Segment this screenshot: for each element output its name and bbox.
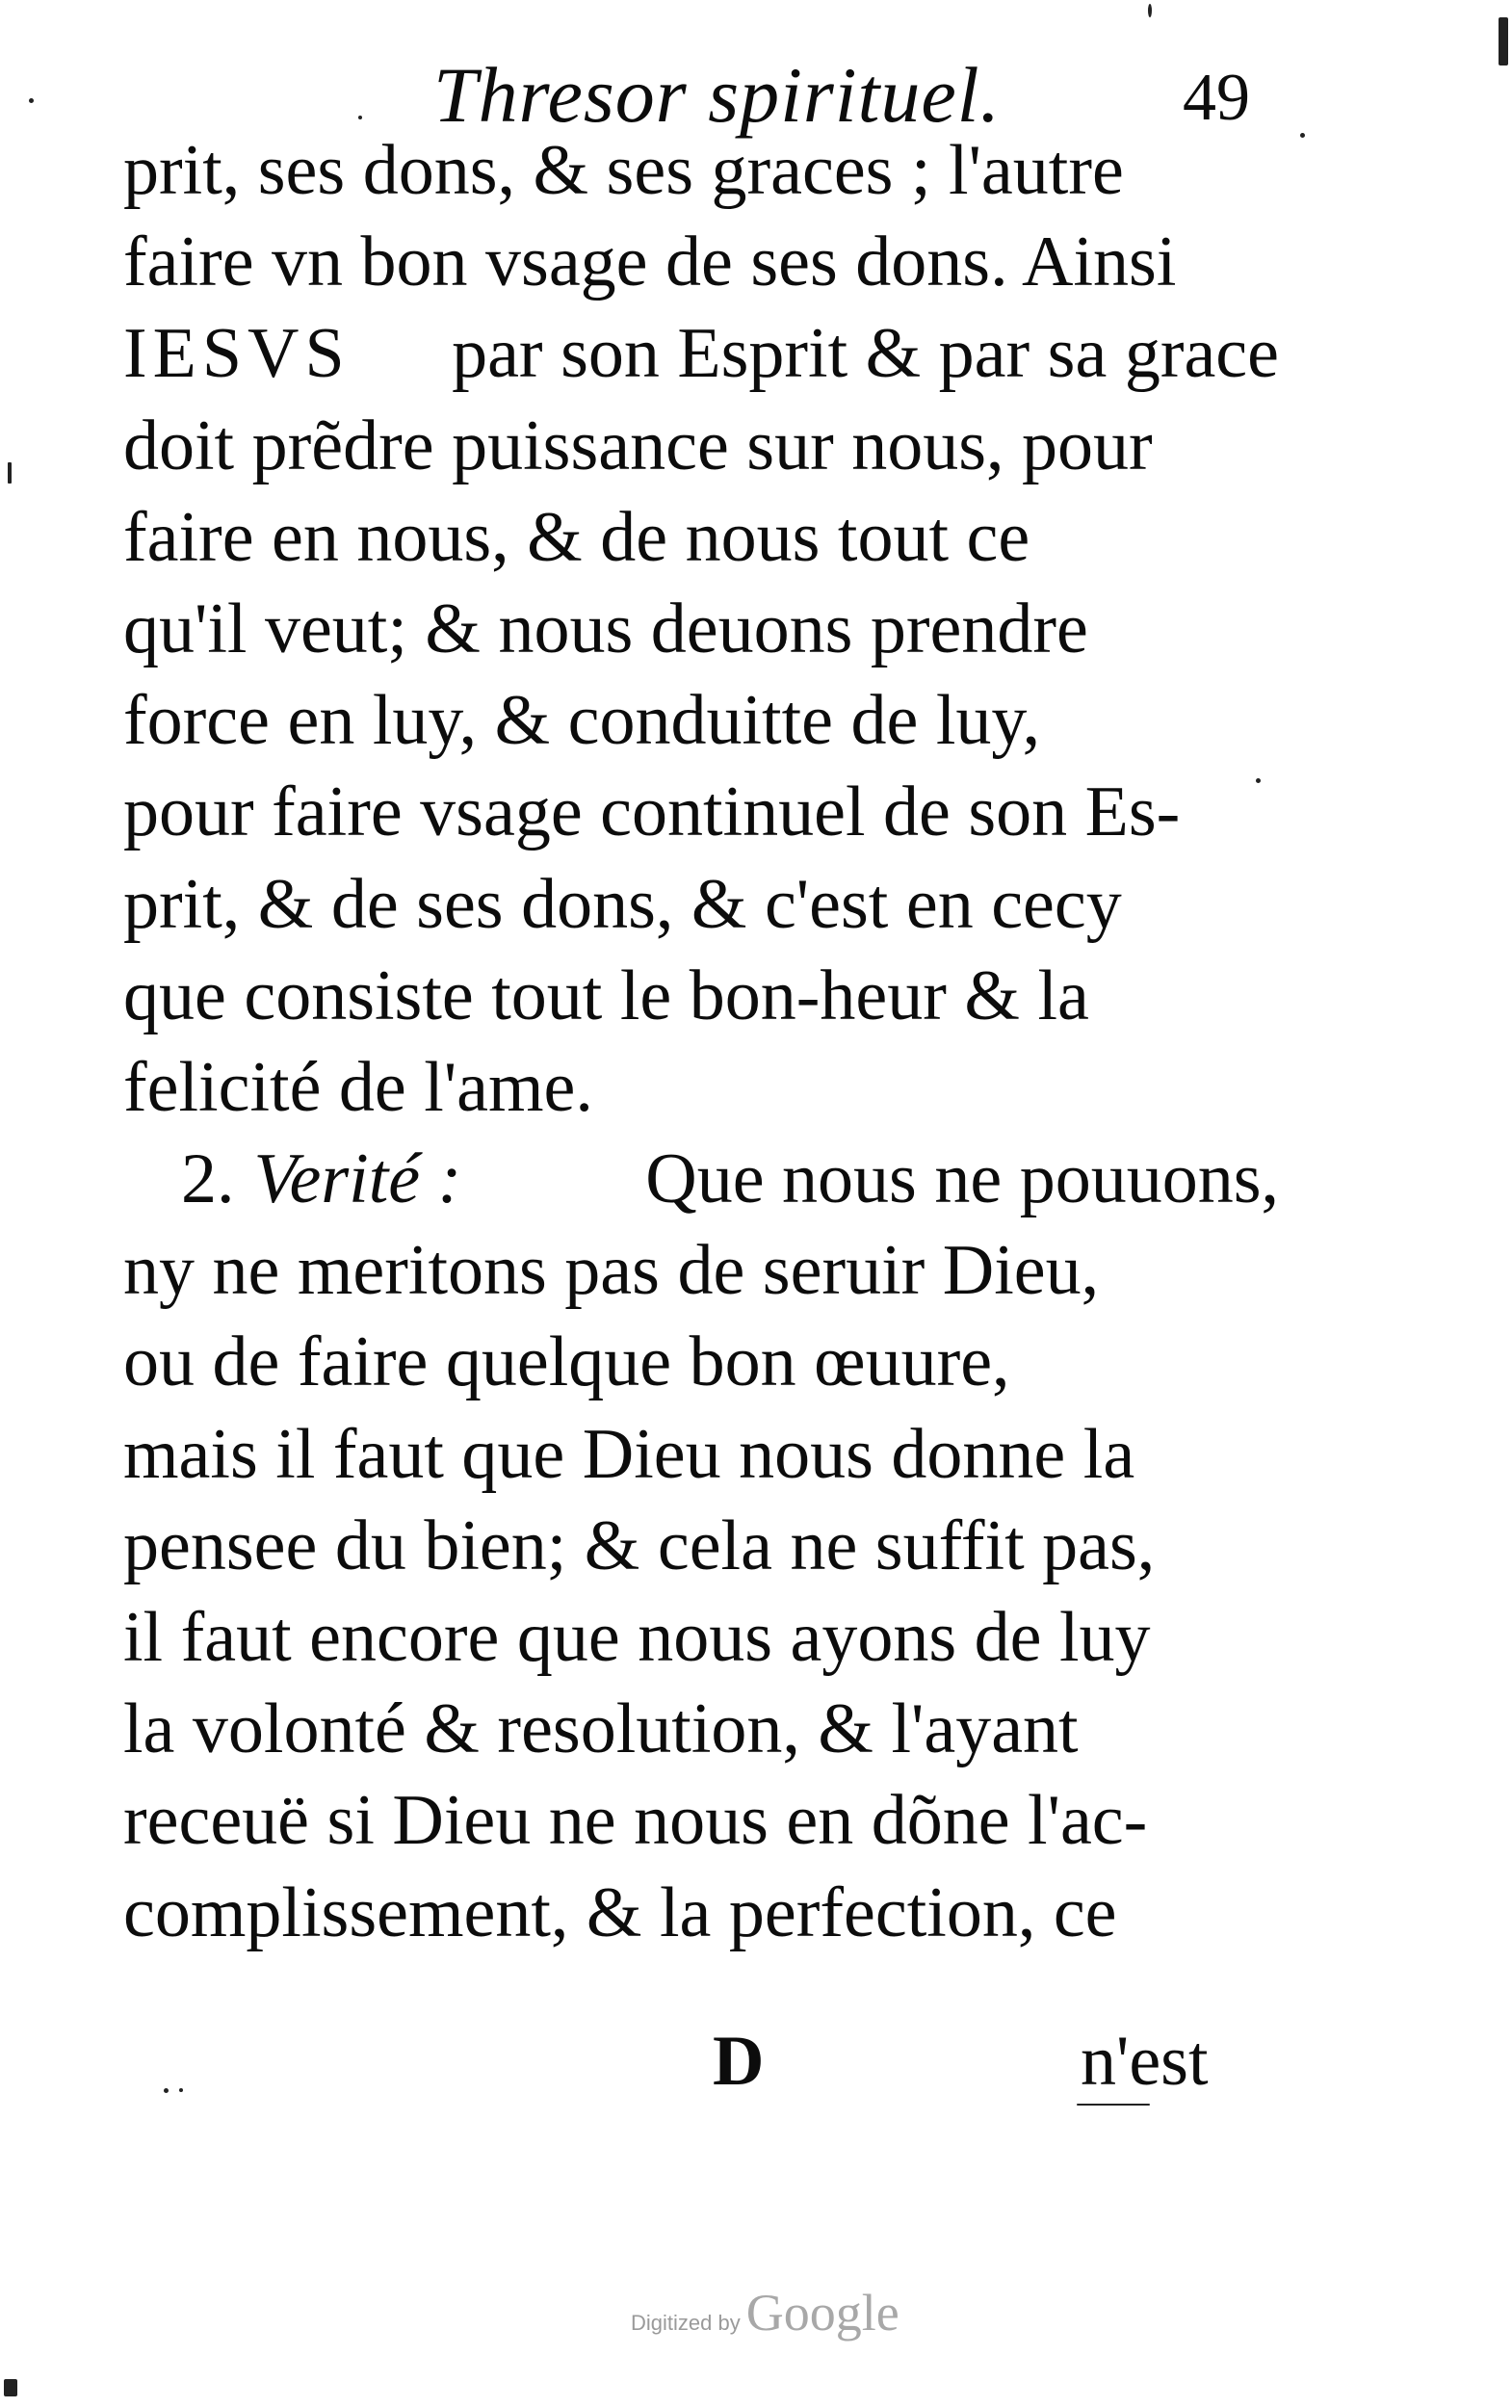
text-line: la volonté & resolution, & l'ayant <box>123 1689 1079 1769</box>
paragraph-label: Verité : <box>253 1139 462 1219</box>
text-line: qu'il veut; & nous deuons prendre <box>123 589 1088 668</box>
scan-speck <box>1077 2104 1150 2106</box>
catchword: n'est <box>1081 2022 1209 2101</box>
text-line: complissement, & la perfection, ce <box>123 1872 1117 1952</box>
scan-speck <box>358 116 362 119</box>
scan-speck <box>8 462 12 484</box>
scan-speck <box>1148 4 1152 17</box>
google-logo: Google <box>745 2284 899 2342</box>
text-line: pour faire vsage continuel de son Es- <box>123 772 1181 852</box>
digitized-by-text: Digitized by <box>631 2311 741 2335</box>
running-title: Thresor spirituel. <box>433 51 1002 139</box>
text-line: ny ne meritons pas de seruir Dieu, <box>123 1231 1100 1311</box>
text-line: prit, ses dons, & ses graces ; l'autre <box>123 131 1124 210</box>
text-line: faire vn bon vsage de ses dons. Ainsi <box>123 222 1177 302</box>
text-line: pensee du bien; & cela ne suffit pas, <box>123 1505 1156 1585</box>
text-line: force en luy, & conduitte de luy, <box>123 681 1041 761</box>
text-line: doit prẽdre puissance sur nous, pour <box>123 406 1153 485</box>
text-line: ou de faire quelque bon œuure, <box>123 1322 1010 1402</box>
scan-speck <box>179 2088 183 2092</box>
paragraph-number: 2. <box>181 1139 235 1219</box>
scan-speck <box>4 2379 17 2396</box>
paragraph-start: 2. Verité : Que nous ne pouuons, <box>123 1134 1279 1225</box>
text-line: prit, & de ses dons, & c'est en cecy <box>123 864 1122 944</box>
text-line: que consiste tout le bon-heur & la <box>123 955 1089 1035</box>
body-text <box>123 125 1279 1959</box>
scan-speck <box>1256 778 1261 783</box>
text-line: felicité de l'ame. <box>123 1047 593 1127</box>
text-line: mais il faut que Dieu nous donne la <box>123 1414 1135 1494</box>
text-line: receuë si Dieu ne nous en dõne l'ac- <box>123 1781 1148 1861</box>
digitized-watermark <box>631 2283 899 2343</box>
scan-speck <box>164 2088 169 2093</box>
scan-speck <box>29 98 34 103</box>
scan-speck <box>1499 17 1508 65</box>
page-number: 49 <box>1183 61 1250 135</box>
text-line: il faut encore que nous ayons de luy <box>123 1598 1151 1677</box>
text-line: IESVS par son Esprit & par sa grace <box>123 308 1279 400</box>
text-line: faire en nous, & de nous tout ce <box>123 497 1030 577</box>
signature-mark: D <box>713 2022 765 2101</box>
jesus-name: IESVS <box>123 314 351 394</box>
scan-speck <box>1300 133 1305 138</box>
